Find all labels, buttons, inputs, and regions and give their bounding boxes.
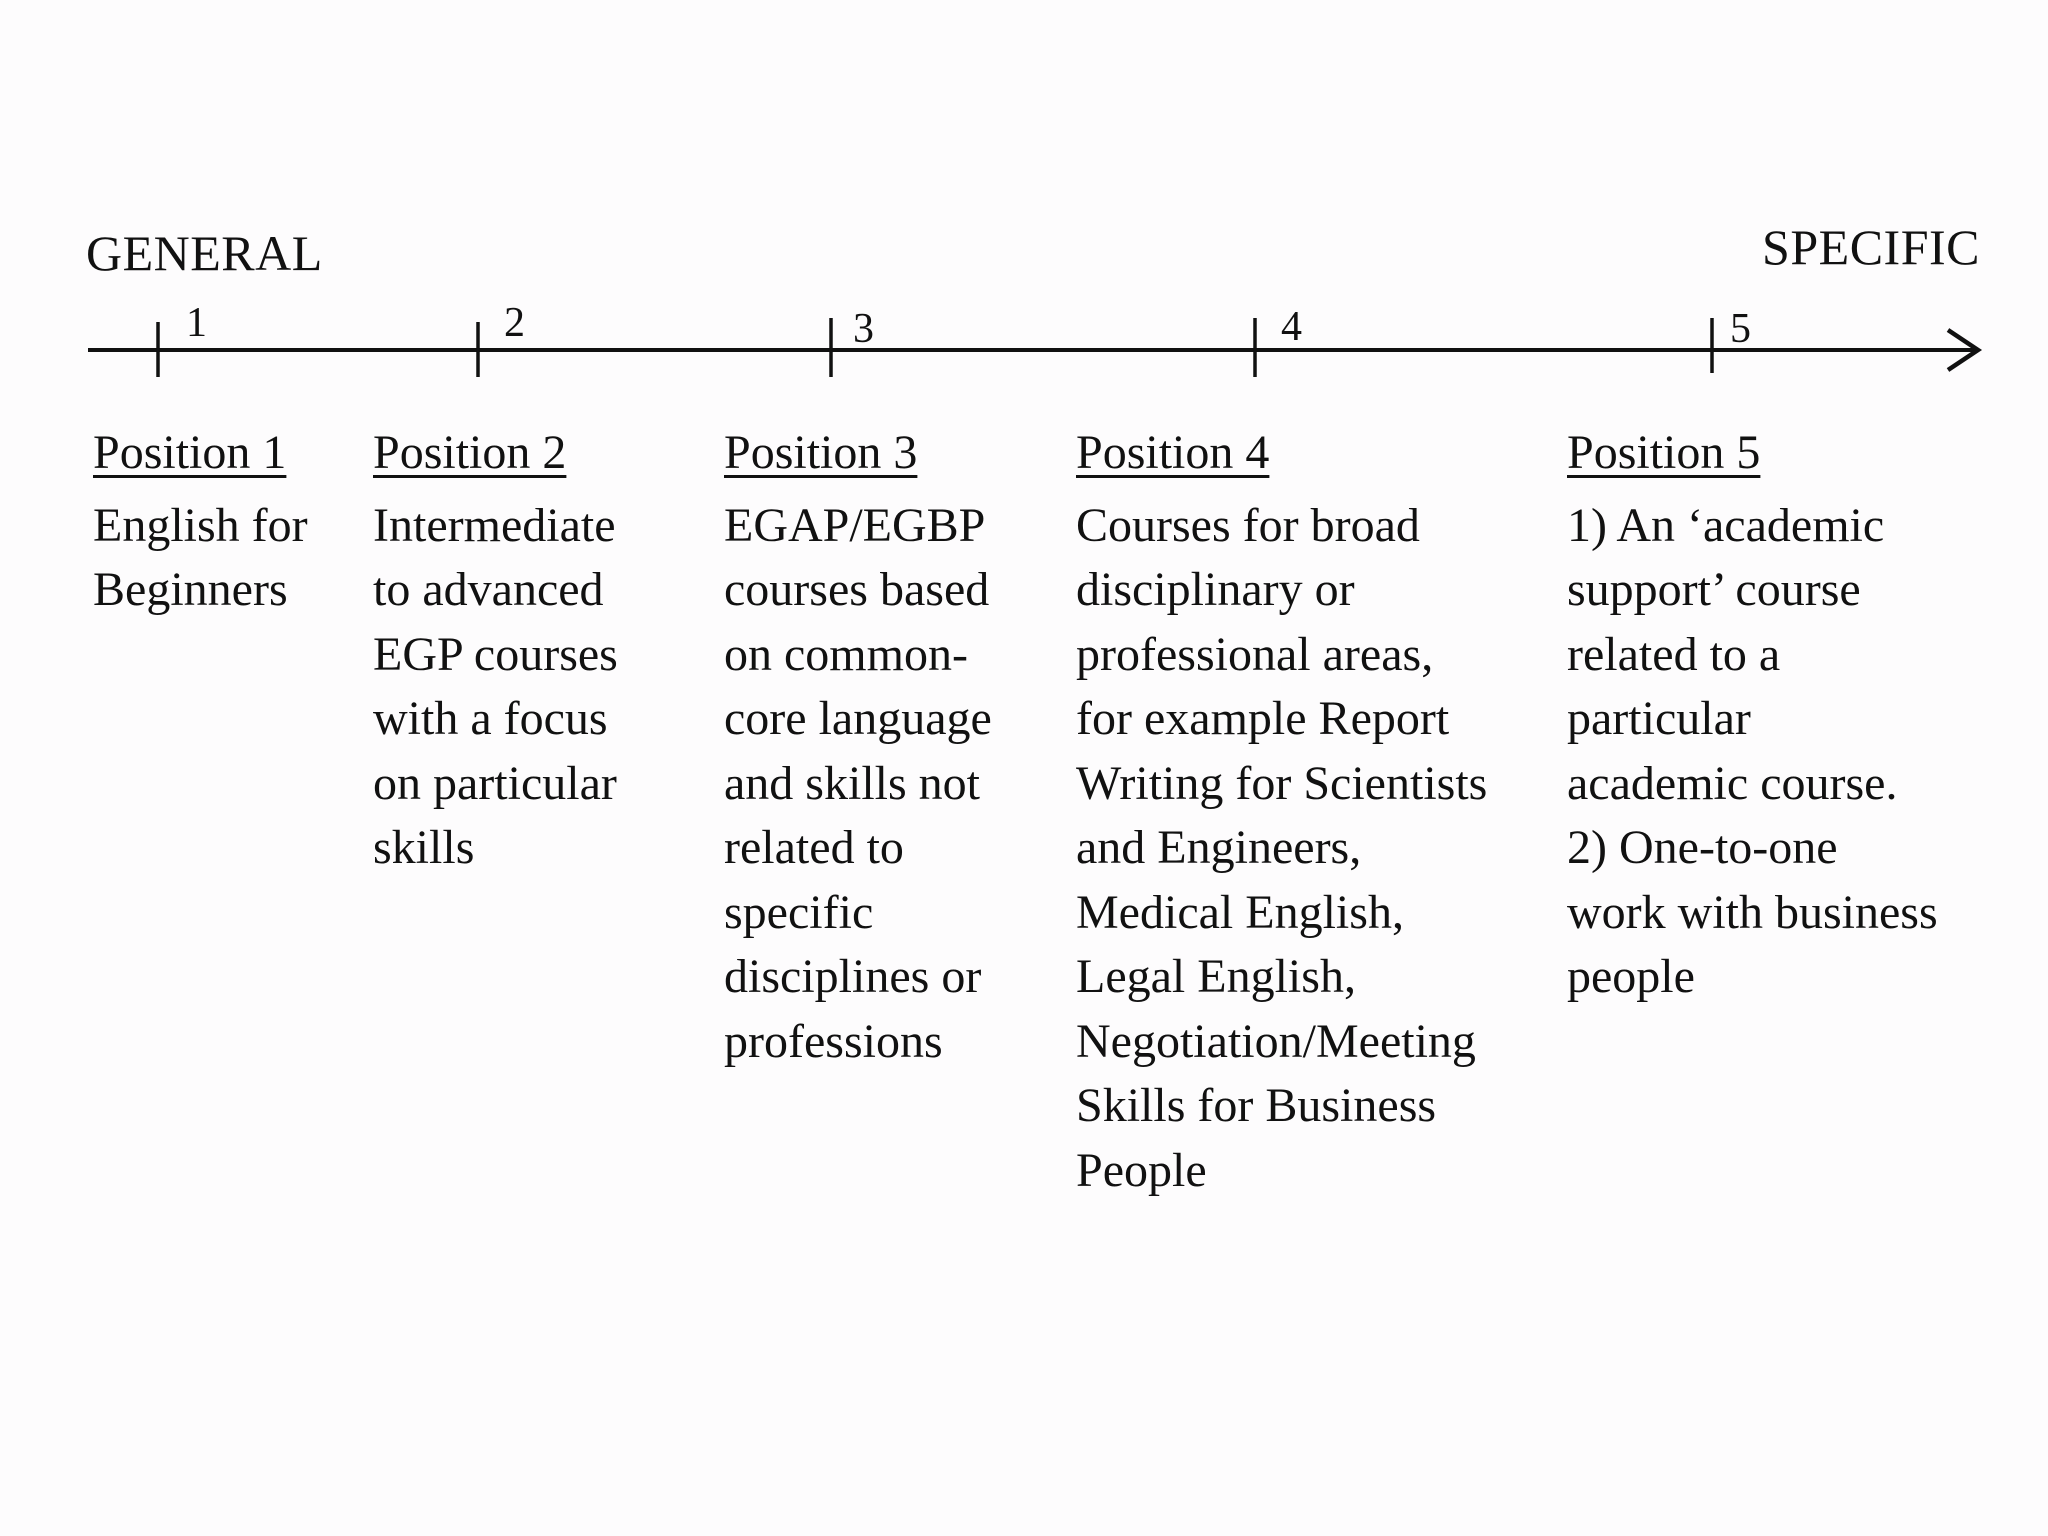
position-3-heading: Position 3: [724, 426, 918, 479]
tick-label-5: 5: [1730, 306, 1751, 352]
position-2-heading: Position 2: [373, 426, 567, 479]
position-4-heading: Position 4: [1076, 426, 1270, 479]
position-1-heading: Position 1: [93, 426, 287, 479]
position-4-column: [1076, 424, 1487, 1203]
position-1-column: [93, 424, 308, 623]
position-4-description: Courses for broad disciplinary or professional areas, for example Report Writing for Scientists and Engineers, Medical English, Legal English, Negotiation/Meeting Skills for Business People: [1076, 498, 1488, 1197]
position-3-description: EGAP/EGBP courses based on common- core language and skills not related to specific disciplines or professions: [724, 498, 992, 1068]
tick-label-3: 3: [853, 306, 874, 352]
tick-label-2: 2: [504, 300, 525, 346]
position-1-description: English for Beginners: [93, 498, 308, 617]
tick-label-1: 1: [186, 300, 207, 346]
tick-label-4: 4: [1281, 304, 1302, 350]
general-end-label: GENERAL: [86, 225, 323, 281]
position-3-column: [724, 424, 992, 1074]
position-5-heading: Position 5: [1567, 426, 1761, 479]
position-5-column: [1567, 424, 1938, 1010]
position-2-description: Intermediate to advanced EGP courses with a focus on particular skills: [373, 498, 618, 875]
position-2-column: [373, 424, 618, 881]
position-5-description: 1) An ‘academic support’ course related to a particular academic course. 2) One-to-one work with business people: [1567, 498, 1938, 1004]
specific-end-label: SPECIFIC: [1762, 219, 1980, 275]
